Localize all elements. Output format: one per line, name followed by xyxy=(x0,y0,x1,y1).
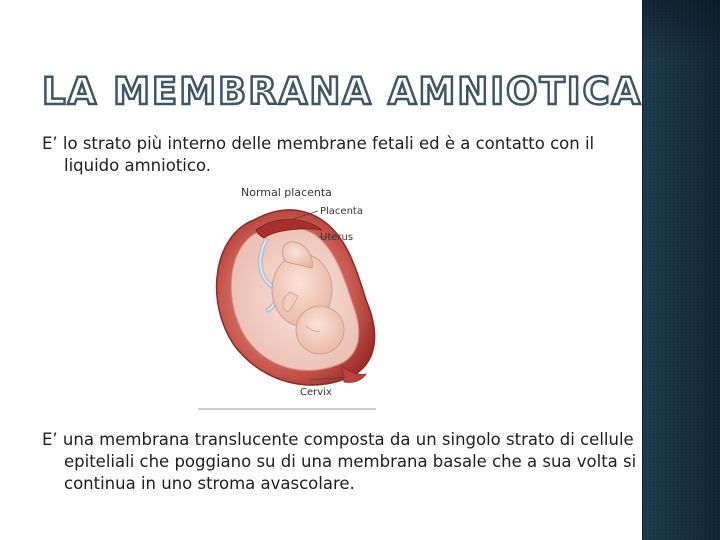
cervix-label: Cervix xyxy=(300,387,332,398)
figure-caption: Normal placenta xyxy=(241,186,332,199)
placenta-label: Placenta xyxy=(320,206,363,217)
slide-title: LA MEMBRANA AMNIOTICA xyxy=(42,70,643,113)
side-panel-shade xyxy=(643,0,720,60)
fetus-head xyxy=(296,306,344,354)
paragraph-2: E’ una membrana translucente composta da un singolo strato di cellule epiteliali che poggiano su di una membrana basale che a sua volta si continua in uno stroma avascolare. xyxy=(42,430,637,493)
uterus-label: Uterus xyxy=(320,232,354,243)
paragraph-1: E’ lo strato più interno delle membrane fetali ed è a contatto con il liquido amniotico. xyxy=(42,134,595,175)
placenta-illustration xyxy=(194,180,394,412)
placenta-illustration-svg xyxy=(194,180,394,412)
